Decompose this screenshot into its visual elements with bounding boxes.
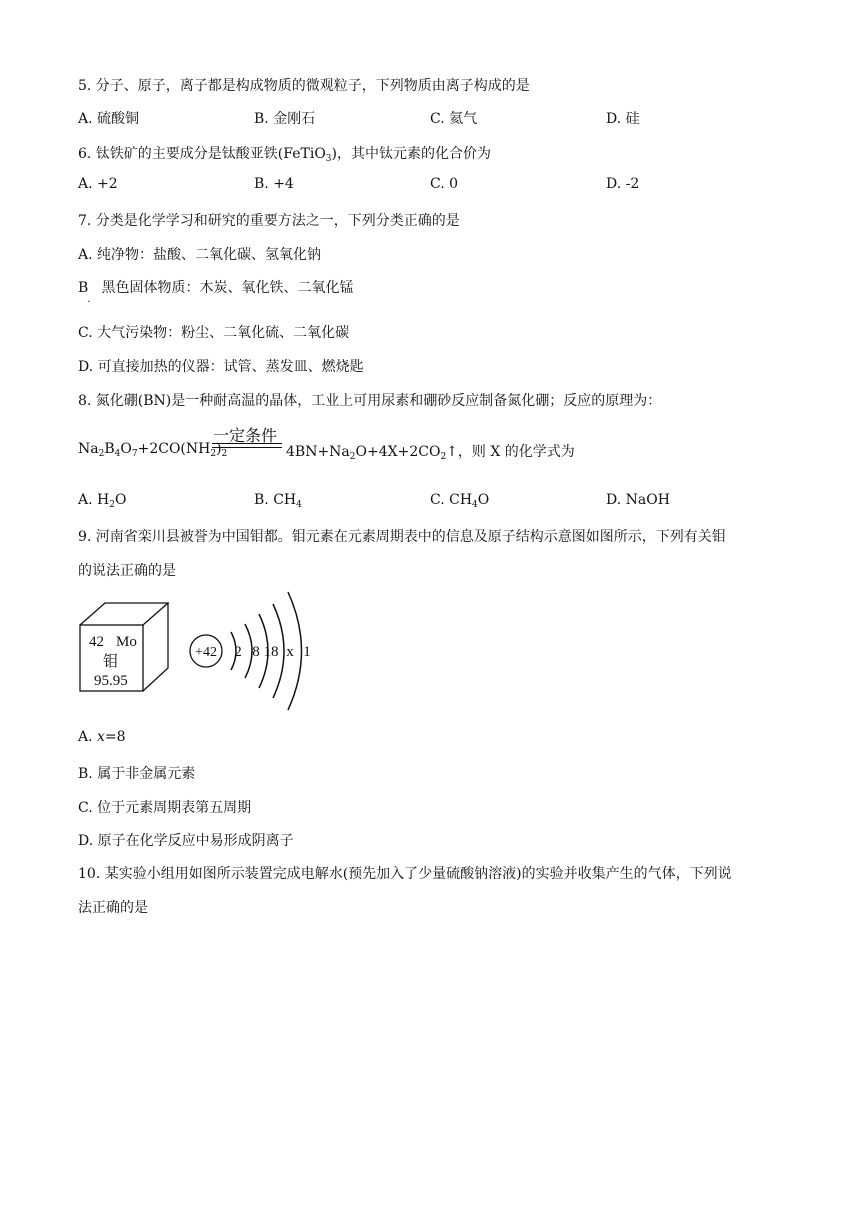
q6-option-a: A. +2 [78, 176, 118, 192]
q8-option-a: A. $H_2O$ [78, 492, 127, 510]
q7-option-c: C. 大气污染物：粉尘、二氧化硫、二氧化碳 [78, 325, 350, 341]
shell-2-electrons: 8 [252, 644, 260, 660]
q9-option-b: B. 属于非金属元素 [78, 766, 196, 782]
q9-stem-line1: 9. 河南省栾川县被誉为中国钼都。钼元素在元素周期表中的信息及原子结构示意图如图所示，下列有关钼 [78, 529, 726, 545]
q8-equation-right: $4BN+Na_2O+4X+2CO_2↑$，则 X 的化学式为 [286, 444, 575, 462]
element-cube [80, 603, 168, 691]
q7-option-b-text: 黑色固体物质：木炭、氧化铁、二氧化锰 [101, 280, 354, 296]
nucleus-circle [190, 635, 222, 667]
q5-option-d: D. 硅 [606, 111, 640, 127]
nucleus-charge: +42 [195, 645, 217, 660]
q8-option-d: D. NaOH [606, 492, 670, 508]
q8-option-b: B. $CH_4$ [254, 492, 302, 510]
q7-option-b: $B_.$黑色固体物质：木炭、氧化铁、二氧化锰 [78, 280, 354, 305]
q10-stem-line2: 法正确的是 [78, 900, 148, 916]
q8-stem: 8. 氮化硼(BN)是一种耐高温的晶体，工业上可用尿素和硼砂反应制备氮化硼；反应的原理为： [78, 393, 662, 409]
q7-option-a: A. 纯净物：盐酸、二氧化碳、氢氧化钠 [78, 247, 322, 263]
q5-stem: 5. 分子、原子，离子都是构成物质的微观粒子，下列物质由离子构成的是 [78, 78, 530, 94]
q7-option-b-letter: B [78, 280, 89, 296]
element-atomic-number: 42 [89, 634, 104, 650]
q9-option-c: C. 位于元素周期表第五周期 [78, 800, 252, 816]
q9-stem-line2: 的说法正确的是 [78, 563, 176, 579]
q8-reaction-condition: 一定条件 [213, 426, 278, 445]
shell-4-electrons: x [286, 644, 294, 660]
q8-equation-left: $Na_2B_4O_7+2CO(NH_2)_2$ [78, 441, 228, 459]
element-name: 钼 [103, 654, 119, 670]
q10-stem-line1: 10. 某实验小组用如图所示装置完成电解水(预先加入了少量硫酸钠溶液)的实验并收集产生的气体，下列说 [78, 866, 732, 882]
shell-3-electrons: 18 [263, 644, 279, 660]
q9-option-a: A. x=8 [78, 729, 126, 745]
element-symbol: Mo [116, 634, 137, 650]
q6-option-c: C. 0 [430, 176, 459, 192]
q7-stem: 7. 分类是化学学习和研究的重要方法之一，下列分类正确的是 [78, 213, 460, 229]
q6-stem: 6. 钛铁矿的主要成分是钛酸亚铁(FeTiO$_3$)，其中钛元素的化合价为 [78, 146, 491, 164]
q5-option-a: A. 硫酸铜 [78, 111, 140, 127]
q6-option-d: D. -2 [606, 176, 640, 192]
q5-option-c: C. 氦气 [430, 111, 478, 127]
q5-option-b: B. 金刚石 [254, 111, 316, 127]
q9-option-d: D. 原子在化学反应中易形成阴离子 [78, 833, 294, 849]
shell-1-electrons: 2 [234, 644, 242, 660]
element-atomic-mass: 95.95 [94, 673, 128, 689]
shell-5-electrons: 1 [303, 644, 311, 660]
q6-option-b: B. +4 [254, 176, 294, 192]
q8-option-c: C. $CH_4O$ [430, 492, 490, 510]
q7-option-d: D. 可直接加热的仪器：试管、蒸发皿、燃烧匙 [78, 359, 364, 375]
electron-shell-arcs [231, 592, 302, 710]
